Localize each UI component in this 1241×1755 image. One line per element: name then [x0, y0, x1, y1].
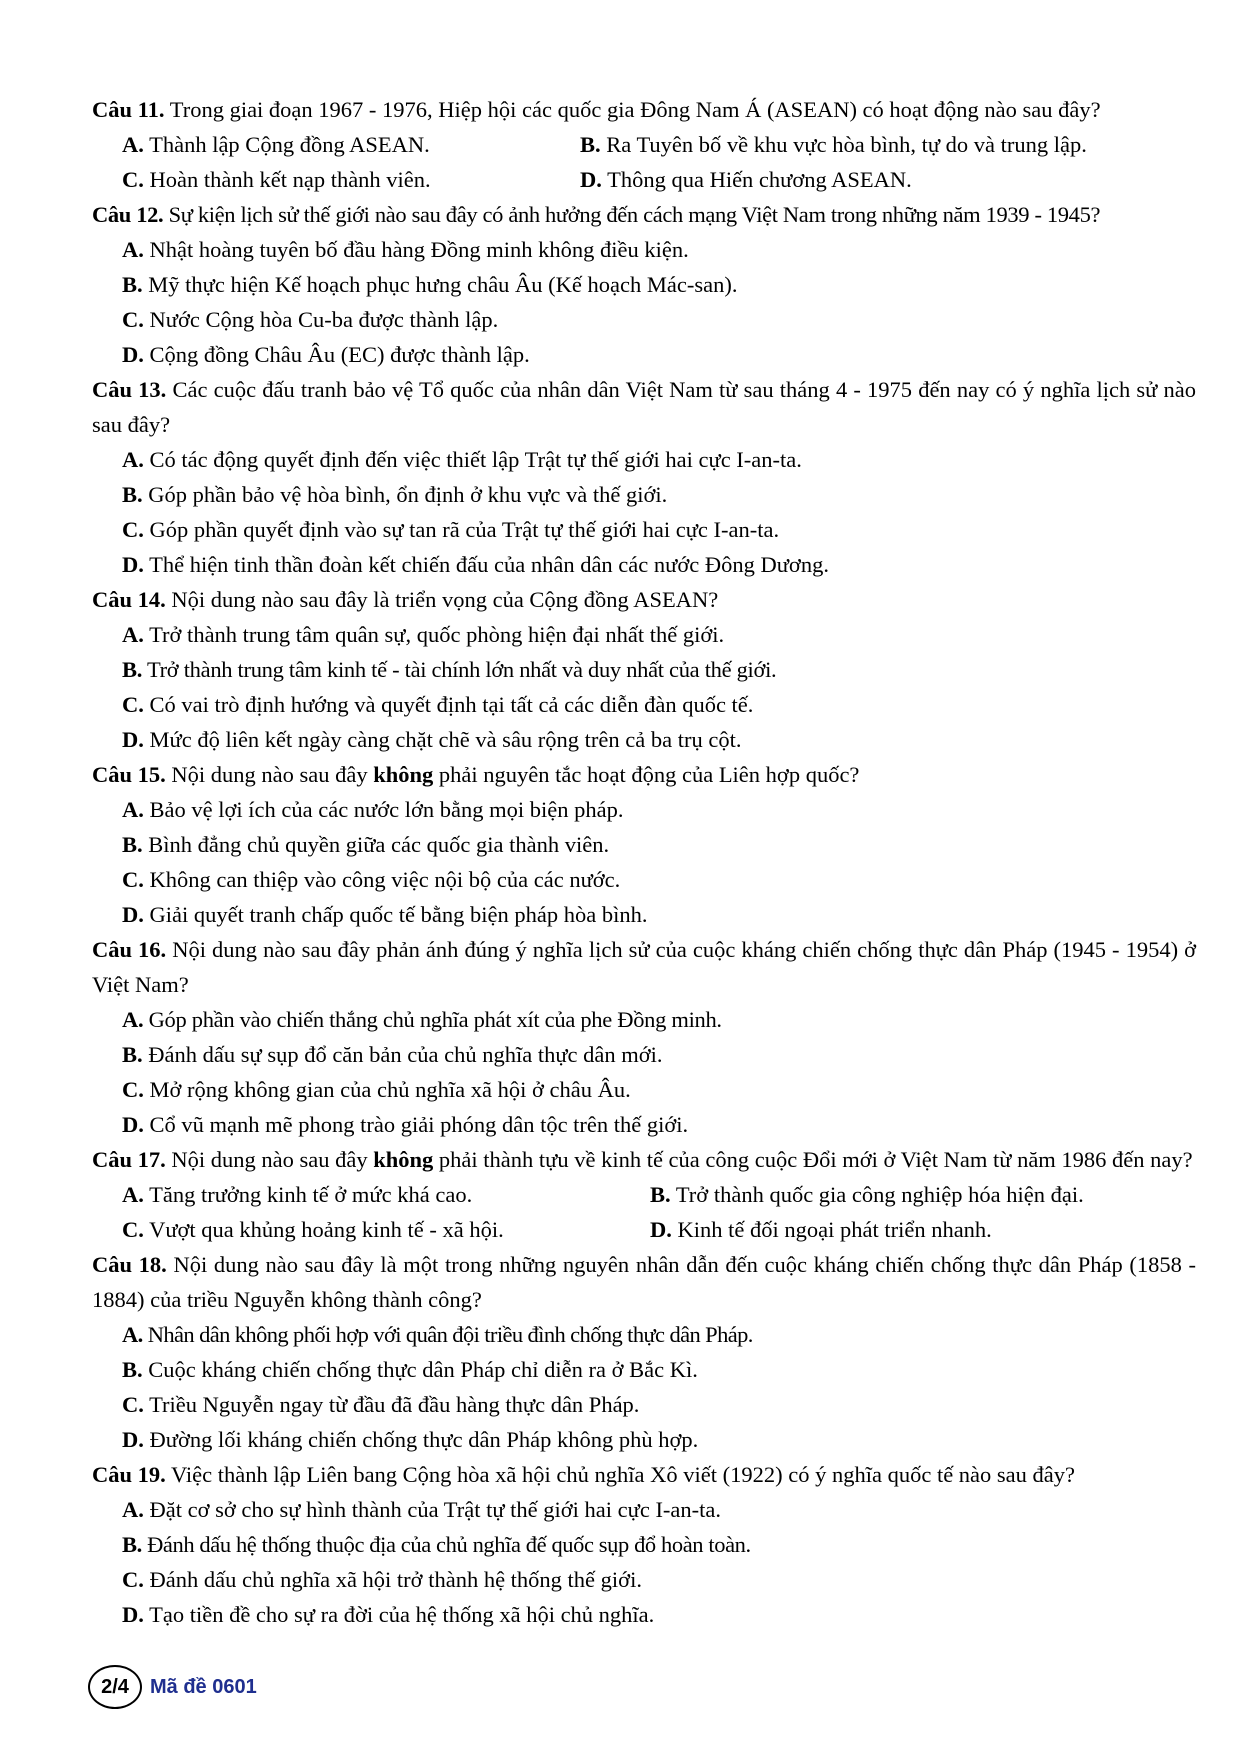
option-a: A. Đặt cơ sở cho sự hình thành của Trật tự thế giới hai cực I-an-ta.: [122, 1497, 722, 1522]
exam-code: Mã đề 0601: [150, 1675, 257, 1698]
question-18: [92, 1247, 1196, 1317]
question-19: [92, 1457, 1196, 1492]
question-text: Nội dung nào sau đây: [165, 1147, 374, 1172]
option-d: D. Kinh tế đối ngoại phát triển nhanh.: [650, 1217, 992, 1242]
question-text: Việc thành lập Liên bang Cộng hòa xã hội chủ nghĩa Xô viết (1922) có ý nghĩa quốc tế nào sau đây?: [165, 1462, 1076, 1487]
question-text: Sự kiện lịch sử thế giới nào sau đây có ảnh hưởng đến cách mạng Việt Nam trong những năm 1939 - 1945?: [163, 202, 1101, 227]
question-label: Câu 16.: [92, 937, 167, 962]
question-label: Câu 13.: [92, 377, 167, 402]
option-d: D. Đường lối kháng chiến chống thực dân Pháp không phù hợp.: [122, 1427, 699, 1452]
question-label: Câu 12.: [92, 202, 164, 227]
option-a: A. Trở thành trung tâm quân sự, quốc phòng hiện đại nhất thế giới.: [122, 622, 725, 647]
question-label: Câu 15.: [92, 762, 166, 787]
option-b: B. Trở thành trung tâm kinh tế - tài chính lớn nhất và duy nhất của thế giới.: [122, 657, 777, 682]
option-b: B. Trở thành quốc gia công nghiệp hóa hiện đại.: [650, 1182, 1084, 1207]
option-a: A. Bảo vệ lợi ích của các nước lớn bằng mọi biện pháp.: [122, 797, 624, 822]
option-a: A. Thành lập Cộng đồng ASEAN.: [122, 132, 430, 157]
question-text: Nội dung nào sau đây là một trong những nguyên nhân dẫn đến cuộc kháng chiến chống thực dân Pháp (1858 - 1884) của triều Nguyễn không thành công?: [92, 1252, 1197, 1312]
question-text: phải thành tựu về kinh tế của công cuộc Đổi mới ở Việt Nam từ năm 1986 đến nay?: [433, 1147, 1193, 1172]
option-a: A. Góp phần vào chiến thắng chủ nghĩa phát xít của phe Đồng minh.: [122, 1007, 722, 1032]
question-text: Các cuộc đấu tranh bảo vệ Tổ quốc của nhân dân Việt Nam từ sau tháng 4 - 1975 đến nay có ý nghĩa lịch sử nào sau đây?: [92, 377, 1196, 437]
option-c: C. Mở rộng không gian của chủ nghĩa xã hội ở châu Âu.: [122, 1077, 631, 1102]
option-c: C. Vượt qua khủng hoảng kinh tế - xã hội.: [122, 1217, 504, 1242]
question-15: [92, 757, 1196, 792]
question-14: [92, 582, 1196, 617]
option-a: A. Tăng trưởng kinh tế ở mức khá cao.: [122, 1182, 473, 1207]
option-c: C. Nước Cộng hòa Cu-ba được thành lập.: [122, 307, 499, 332]
emphasis-text: không: [373, 1147, 434, 1172]
option-c: C. Triều Nguyễn ngay từ đầu đã đầu hàng thực dân Pháp.: [122, 1392, 640, 1417]
option-b: B. Đánh dấu sự sụp đổ căn bản của chủ nghĩa thực dân mới.: [122, 1042, 663, 1067]
option-a: A. Nhật hoàng tuyên bố đầu hàng Đồng minh không điều kiện.: [122, 237, 689, 262]
options-row: [92, 1177, 1196, 1212]
option-d: D. Mức độ liên kết ngày càng chặt chẽ và sâu rộng trên cả ba trụ cột.: [122, 727, 742, 752]
option-d: D. Tạo tiền đề cho sự ra đời của hệ thống xã hội chủ nghĩa.: [122, 1602, 655, 1627]
option-c: C. Góp phần quyết định vào sự tan rã của Trật tự thế giới hai cực I-an-ta.: [122, 517, 780, 542]
option-b: B. Mỹ thực hiện Kế hoạch phục hưng châu Âu (Kế hoạch Mác-san).: [122, 272, 738, 297]
question-11: [92, 92, 1196, 127]
option-d: D. Thông qua Hiến chương ASEAN.: [580, 167, 912, 192]
option-a: A. Nhân dân không phối hợp với quân đội triều đình chống thực dân Pháp.: [122, 1322, 753, 1347]
option-b: B. Đánh dấu hệ thống thuộc địa của chủ nghĩa đế quốc sụp đổ hoàn toàn.: [122, 1532, 751, 1557]
question-text: Trong giai đoạn 1967 - 1976, Hiệp hội các quốc gia Đông Nam Á (ASEAN) có hoạt động nào sau đây?: [164, 97, 1101, 122]
emphasis-text: không: [373, 762, 434, 787]
question-label: Câu 17.: [92, 1147, 166, 1172]
question-13: [92, 372, 1196, 442]
question-17: [92, 1142, 1196, 1177]
exam-page: [92, 92, 1196, 1632]
options-row: [92, 127, 1196, 162]
option-d: D. Cổ vũ mạnh mẽ phong trào giải phóng dân tộc trên thế giới.: [122, 1112, 689, 1137]
question-12: [92, 197, 1196, 232]
option-a: A. Có tác động quyết định đến việc thiết lập Trật tự thế giới hai cực I-an-ta.: [122, 447, 802, 472]
question-16: [92, 932, 1196, 1002]
page-number: 2/4: [88, 1665, 142, 1709]
option-d: D. Thể hiện tinh thần đoàn kết chiến đấu của nhân dân các nước Đông Dương.: [122, 552, 829, 577]
option-c: C. Có vai trò định hướng và quyết định tại tất cả các diễn đàn quốc tế.: [122, 692, 754, 717]
option-b: B. Góp phần bảo vệ hòa bình, ổn định ở khu vực và thế giới.: [122, 482, 668, 507]
options-row: [92, 1212, 1196, 1247]
option-b: B. Cuộc kháng chiến chống thực dân Pháp chỉ diễn ra ở Bắc Kì.: [122, 1357, 698, 1382]
option-b: B. Ra Tuyên bố về khu vực hòa bình, tự do và trung lập.: [580, 132, 1087, 157]
question-text: phải nguyên tắc hoạt động của Liên hợp quốc?: [433, 762, 860, 787]
question-text: Nội dung nào sau đây là triển vọng của Cộng đồng ASEAN?: [165, 587, 719, 612]
option-c: C. Đánh dấu chủ nghĩa xã hội trở thành hệ thống thế giới.: [122, 1567, 642, 1592]
question-label: Câu 11.: [92, 97, 165, 122]
question-text: Nội dung nào sau đây: [165, 762, 374, 787]
option-b: B. Bình đẳng chủ quyền giữa các quốc gia thành viên.: [122, 832, 610, 857]
page-footer: [88, 1664, 257, 1710]
option-c: C. Hoàn thành kết nạp thành viên.: [122, 167, 431, 192]
question-label: Câu 14.: [92, 587, 166, 612]
option-d: D. Cộng đồng Châu Âu (EC) được thành lập.: [122, 342, 530, 367]
option-c: C. Không can thiệp vào công việc nội bộ của các nước.: [122, 867, 621, 892]
question-label: Câu 19.: [92, 1462, 166, 1487]
option-d: D. Giải quyết tranh chấp quốc tế bằng biện pháp hòa bình.: [122, 902, 648, 927]
question-label: Câu 18.: [92, 1252, 167, 1277]
options-row: [92, 162, 1196, 197]
question-text: Nội dung nào sau đây phản ánh đúng ý nghĩa lịch sử của cuộc kháng chiến chống thực dân Pháp (1945 - 1954) ở Việt Nam?: [92, 937, 1196, 997]
